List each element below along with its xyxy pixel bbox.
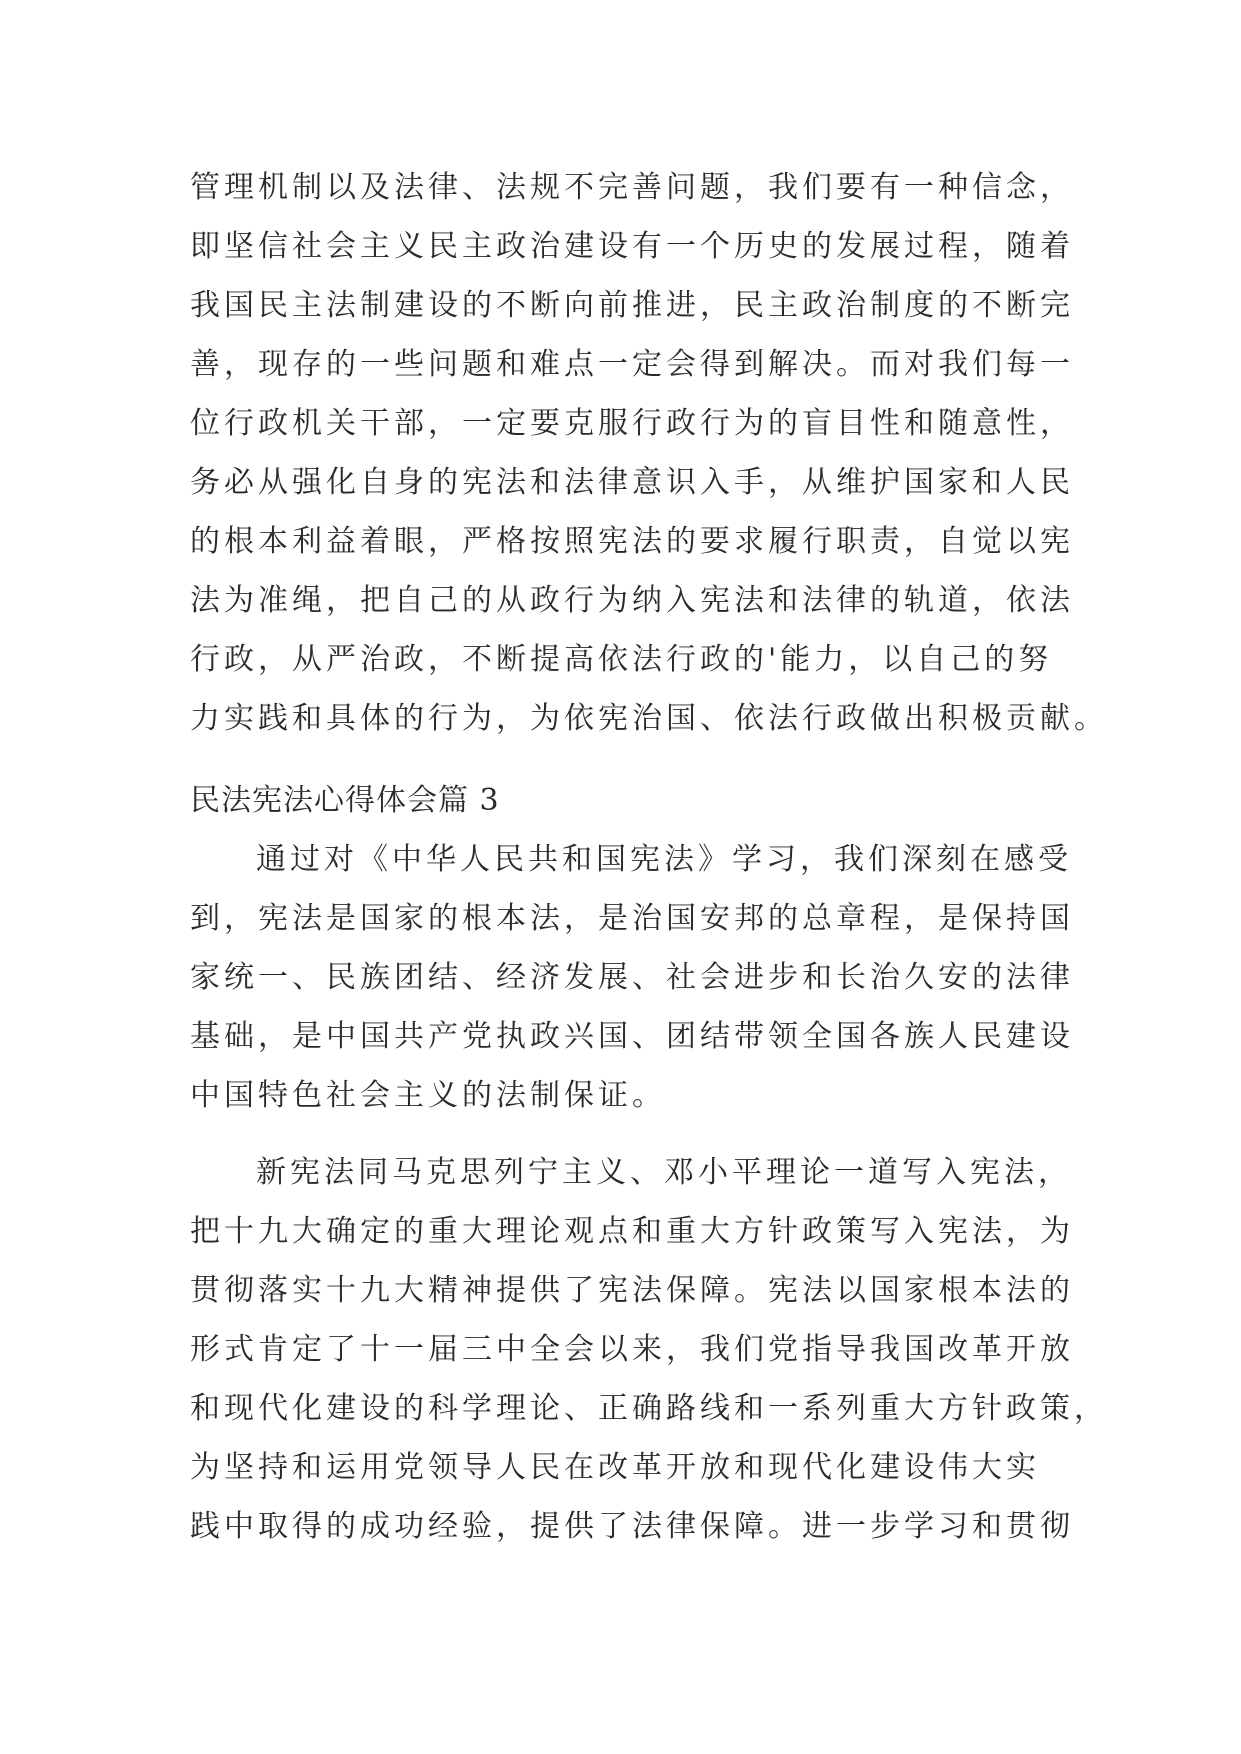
paragraph-line: 到，宪法是国家的根本法，是治国安邦的总章程，是保持国 <box>190 901 1074 936</box>
paragraph-3 <box>190 1143 1108 1556</box>
paragraph-line: 善，现存的一些问题和难点一定会得到解决。而对我们每一 <box>190 347 1074 382</box>
paragraph-line: 新宪法同马克思列宁主义、邓小平理论一道写入宪法， <box>256 1155 1072 1190</box>
paragraph-line: 家统一、民族团结、经济发展、社会进步和长治久安的法律 <box>190 960 1074 995</box>
paragraph-line: 基础，是中国共产党执政兴国、团结带领全国各族人民建设 <box>190 1019 1074 1054</box>
paragraph-2 <box>190 830 1074 1125</box>
paragraph-line: 为坚持和运用党领导人民在改革开放和现代化建设伟大实 <box>190 1450 1040 1485</box>
paragraph-line: 的根本利益着眼，严格按照宪法的要求履行职责，自觉以宪 <box>190 524 1074 559</box>
paragraph-line: 管理机制以及法律、法规不完善问题，我们要有一种信念， <box>190 170 1074 205</box>
paragraph-line: 法为准绳，把自己的从政行为纳入宪法和法律的轨道，依法 <box>190 583 1074 618</box>
paragraph-line: 贯彻落实十九大精神提供了宪法保障。宪法以国家根本法的 <box>190 1273 1074 1308</box>
paragraph-line: 通过对《中华人民共和国宪法》学习，我们深刻在感受 <box>256 842 1072 877</box>
paragraph-line: 践中取得的成功经验，提供了法律保障。进一步学习和贯彻 <box>190 1509 1074 1544</box>
paragraph-line: 我国民主法制建设的不断向前推进，民主政治制度的不断完 <box>190 288 1074 323</box>
paragraph-line: 把十九大确定的重大理论观点和重大方针政策写入宪法，为 <box>190 1214 1074 1249</box>
paragraph-line: 行政，从严治政，不断提高依法行政的'能力，以自己的努 <box>190 642 1053 677</box>
paragraph-line: 务必从强化自身的宪法和法律意识入手，从维护国家和人民 <box>190 465 1074 500</box>
paragraph-1 <box>190 158 1108 748</box>
section-heading-text: 民法宪法心得体会篇 3 <box>190 783 500 818</box>
paragraph-line: 和现代化建设的科学理论、正确路线和一系列重大方针政策， <box>190 1391 1108 1426</box>
paragraph-line: 即坚信社会主义民主政治建设有一个历史的发展过程，随着 <box>190 229 1074 264</box>
paragraph-line: 位行政机关干部，一定要克服行政行为的盲目性和随意性， <box>190 406 1074 441</box>
paragraph-line: 形式肯定了十一届三中全会以来，我们党指导我国改革开放 <box>190 1332 1074 1367</box>
paragraph-line: 力实践和具体的行为，为依宪治国、依法行政做出积极贡献。 <box>190 701 1108 736</box>
section-heading <box>190 771 1060 830</box>
paragraph-line: 中国特色社会主义的法制保证。 <box>190 1078 666 1113</box>
